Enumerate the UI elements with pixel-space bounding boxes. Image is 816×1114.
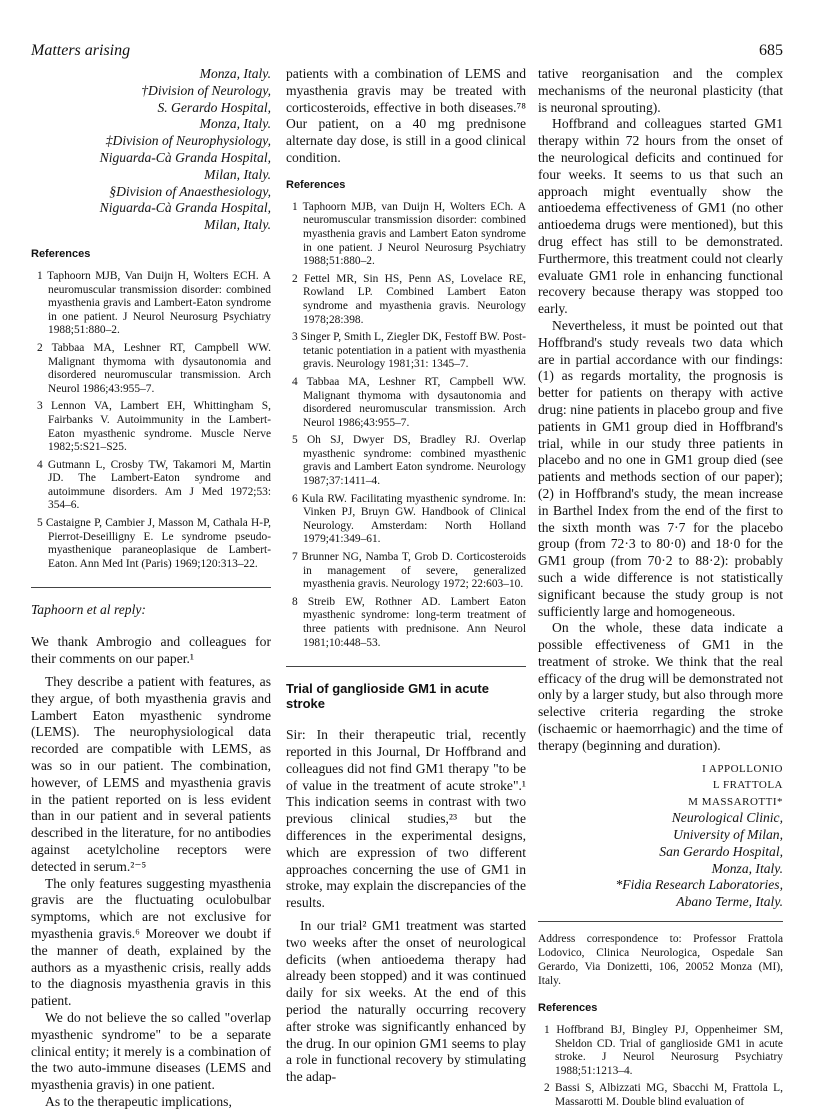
reference-item: 7 Brunner NG, Namba T, Grob D. Corticosteroids in management of severe, generalized myasthenia gravis. Neurology 1972; 22:603–10. — [292, 551, 526, 591]
section-divider — [286, 666, 526, 667]
column-1 — [31, 66, 271, 1111]
reference-item: 1 Hoffbrand BJ, Bingley PJ, Oppenheimer SM, Sheldon CD. Trial of ganglioside GM1 in acute stroke. J Neurol Neurosurg Psychiatry 1988;51:1213–4. — [544, 1023, 783, 1077]
column-3 — [538, 66, 783, 1114]
reference-item: 4 Gutmann L, Crosby TW, Takamori M, Martin JD. The Lambert-Eaton syndrome and autoimmune disorders. Am J Med 1972;53: 354–6. — [37, 458, 271, 512]
body-paragraph: tative reorganisation and the complex mechanisms of the neuronal plasticity (that is neuronal sprouting). — [538, 66, 783, 115]
reference-item: 2 Fettel MR, Sin HS, Penn AS, Lovelace RE, Rowland LP. Combined Lambert Eaton syndrome and myasthenia gravis. Neurology 1978;28:398. — [292, 272, 526, 326]
author-name: M MASSAROTTI* — [688, 795, 783, 808]
correspondence-address: Address correspondence to: Professor Frattola Lodovico, Clinica Neurologica, Ospedale San Gerardo, Via Donizetti, 106, 20052 Monza (MI), Italy. — [538, 932, 783, 987]
references-heading: References — [538, 1001, 598, 1014]
reference-item: 1 Taphoorn MJB, van Duijn H, Wolters ECh. A neuromuscular transmission disorder: combined myasthenia gravis and Lambert Eaton syndrome in one patient. J Neurol Neurosurg Psychiatry 1988;51:880–2. — [292, 200, 526, 268]
reference-item: 5 Oh SJ, Dwyer DS, Bradley RJ. Overlap myasthenic syndrome: combined myasthenic gravis and Lambert Eaton syndrome. Neurology 1987;37:1411–4. — [292, 434, 526, 488]
reference-item: 4 Tabbaa MA, Leshner RT, Campbell WW. Malignant thymoma with dysautonomia and disordered neuromuscular transmission. Arch Neurol 1986;43:955–7. — [292, 375, 526, 429]
body-paragraph: patients with a combination of LEMS and myasthenia gravis may be treated with corticosteroids, effective in both diseases.⁷⁸ Our patient, on a 40 mg prednisone alternate day dose, is still in a good clinical condition. — [286, 66, 526, 165]
reference-list — [538, 1024, 783, 1110]
reference-item: 8 Streib EW, Rothner AD. Lambert Eaton myasthenic syndrome: long-term treatment of three patients with prednisone. Ann Neurol 1981;10:448–53. — [292, 595, 526, 649]
body-paragraph: Hoffbrand and colleagues started GM1 therapy within 72 hours from the onset of the neurological deficits and continued for four weeks. It seems to us that such an approach might eventually show the antioedema effectiveness of GM1 (no other antioedema drugs were mentioned), but this drug effect has still to be demonstrated. Furthermore, this treatment could not clearly evaluate GM1 role in enhancing functional recovery because therapy was stopped too early. — [538, 116, 783, 317]
author-name: I APPOLLONIO — [702, 762, 783, 775]
affiliation-line: Milan, Italy. — [204, 166, 271, 182]
affiliation-line: Niguarda-Cà Granda Hospital, — [99, 200, 271, 216]
reference-item: 3 Singer P, Smith L, Ziegler DK, Festoff BW. Post-tetanic potentiation in a patient with myasthenia gravis. Neurology 1981;31: 1345–7. — [292, 331, 526, 371]
affiliation-line: San Gerardo Hospital, — [659, 843, 783, 859]
affiliation-line: Monza, Italy. — [199, 66, 271, 81]
column-2 — [286, 66, 526, 1086]
reference-item: 6 Kula RW. Facilitating myasthenic syndrome. In: Vinken PJ, Bruyn GW. Handbook of Clinical Neurology. Amsterdam: North Holland 1979;41:349–61. — [292, 492, 526, 546]
reference-item: 3 Lennon VA, Lambert EH, Whittingham S, Fairbanks V. Autoimmunity in the Lambert-Eaton myasthenic syndrome. Muscle Nerve 1982;5:S21–S25. — [37, 400, 271, 454]
body-paragraph: We thank Ambrogio and colleagues for their comments on our paper.¹ — [31, 634, 271, 667]
affiliations — [31, 66, 271, 234]
reference-item: 5 Castaigne P, Cambier J, Masson M, Cathala H-P, Pierrot-Deseilligny E. Le syndrome pseudo-myasthenique paraneoplasique de Lambert-Eaton. Ann Med Int (Paris) 1969;120:313–22. — [37, 517, 271, 570]
affiliation-line: Abano Terme, Italy. — [676, 894, 783, 910]
reference-item: 2 Tabbaa MA, Leshner RT, Campbell WW. Malignant thymoma with dysautonomia and disordered neuromuscular transmission. Arch Neurol 1986;43:955–7. — [37, 341, 271, 395]
reference-item: 2 Bassi S, Albizzati MG, Sbacchi M, Frattola L, Massarotti M. Double blind evaluation of — [544, 1082, 783, 1108]
affiliation-line: Niguarda-Cà Granda Hospital, — [99, 149, 271, 165]
page-number: 685 — [759, 42, 783, 59]
address-divider — [538, 921, 783, 922]
references-heading: References — [286, 178, 346, 191]
body-paragraph: We do not believe the so called "overlap myasthenic syndrome" to be a separate clinical entity; it merely is a combination of the two auto-immune diseases (LEMS and myasthenia gravis) in one patient. — [31, 1009, 271, 1093]
affiliation-line: Monza, Italy. — [711, 860, 783, 876]
reply-heading: Taphoorn et al reply: — [31, 602, 146, 618]
affiliation-line: †Division of Neurology, — [141, 82, 271, 98]
affiliation-line: University of Milan, — [673, 826, 783, 842]
affiliation-line: §Division of Anaesthesiology, — [109, 183, 271, 199]
reference-item: 1 Taphoorn MJB, Van Duijn H, Wolters ECH. A neuromuscular transmission disorder: combined myasthenia gravis and Lambert-Eaton syndrome in one patient. J Neurol Neurosurg Psychiatry 1988;51:880–2. — [37, 269, 271, 337]
affiliation-line: Monza, Italy. — [199, 116, 271, 132]
body-paragraph: As to the therapeutic implications, — [45, 1093, 232, 1109]
section-title: Trial of ganglioside GM1 in acute stroke — [286, 681, 489, 712]
body-paragraph: Nevertheless, it must be pointed out that Hoffbrand's study reveals two data which are in partial accordance with our findings: (1) as regards mortality, the prognosis is better for patients on therapy with active drug: nine patients in placebo group and five patients in GM1 group died in Hoffbrand's trial, while in our study three patients in placebo and no one in GM1 group died (see patients and methods section of our paper); (2) in Hoffbrand's study, the mean increase in Barthel Index from the end of the first to the sixth month was 7·7 for the placebo group (from 72·3 to 80·0) and 18·0 for the GM1 group (from 70·2 to 88·2): probably such a wide difference is not statistically significant because the study group is not sufficiently large and homogeneous. — [538, 317, 783, 619]
affiliation-line: S. Gerardo Hospital, — [157, 99, 271, 115]
body-paragraph: Sir: In their therapeutic trial, recently reported in this Journal, Dr Hoffbrand and colleagues did not find GM1 therapy "to be of value in the treatment of acute stroke".¹ This indication seems in contrast with two previous clinical studies,²³ but the differences in the experimental designs, which are expression of two different approaches concerning the use of GM1 in stroke, may explain the discrepancies of the results. — [286, 727, 526, 911]
body-paragraph: They describe a patient with features, as they argue, of both myasthenia gravis and Lambert Eaton myasthenic syndrome (LEMS). The neurophysiological data recorded are compatible with LEMS, as was so in our patient. The combination, however, of LEMS and myasthenia gravis in the patient reported on is less evident than in our patient and in several patients described in the literature, for no antibodies against acetylcholine receptors were detected in serum.²⁻⁵ — [31, 674, 271, 874]
affiliation-line: ‡Division of Neurophysiology, — [105, 133, 271, 149]
author-name: L FRATTOLA — [712, 779, 783, 792]
body-paragraph: In our trial² GM1 treatment was started two weeks after the onset of neurological deficits (when antioedema therapy had already been stopped) and it was continued daily for six weeks. At the end of this period the naturally occurring recovery after stroke was significantly enhanced by the drug. In our opinion GM1 seems to play a role in functional recovery by stimulating the adap- — [286, 917, 526, 1085]
body-paragraph: The only features suggesting myasthenia gravis are the fluctuating oculobulbar symptoms, which are not exclusive for myasthenia gravis.⁶ Moreover we doubt if the manner of death, explained by the authors as a myasthenic crisis, really adds to the diagnosis myasthenia gravis in this patient. — [31, 875, 271, 1009]
author-list — [538, 761, 783, 811]
body-paragraph: On the whole, these data indicate a possible effectiveness of GM1 in the treatment of stroke. We think that the real efficacy of the drug will be demonstrated not only by a larger study, but also through more selective criteria regarding the stroke (ischaemic or haemorrhagic) and the time of therapy (beginning and duration). — [538, 620, 783, 753]
reference-list — [31, 270, 271, 571]
affiliations — [538, 810, 783, 911]
affiliation-line: *Fidia Research Laboratories, — [615, 877, 783, 893]
reference-list — [286, 201, 526, 650]
section-divider — [31, 587, 271, 588]
affiliation-line: Milan, Italy. — [204, 217, 271, 233]
affiliation-line: Neurological Clinic, — [671, 810, 783, 826]
running-title: Matters arising — [31, 42, 131, 59]
references-heading: References — [31, 247, 91, 260]
